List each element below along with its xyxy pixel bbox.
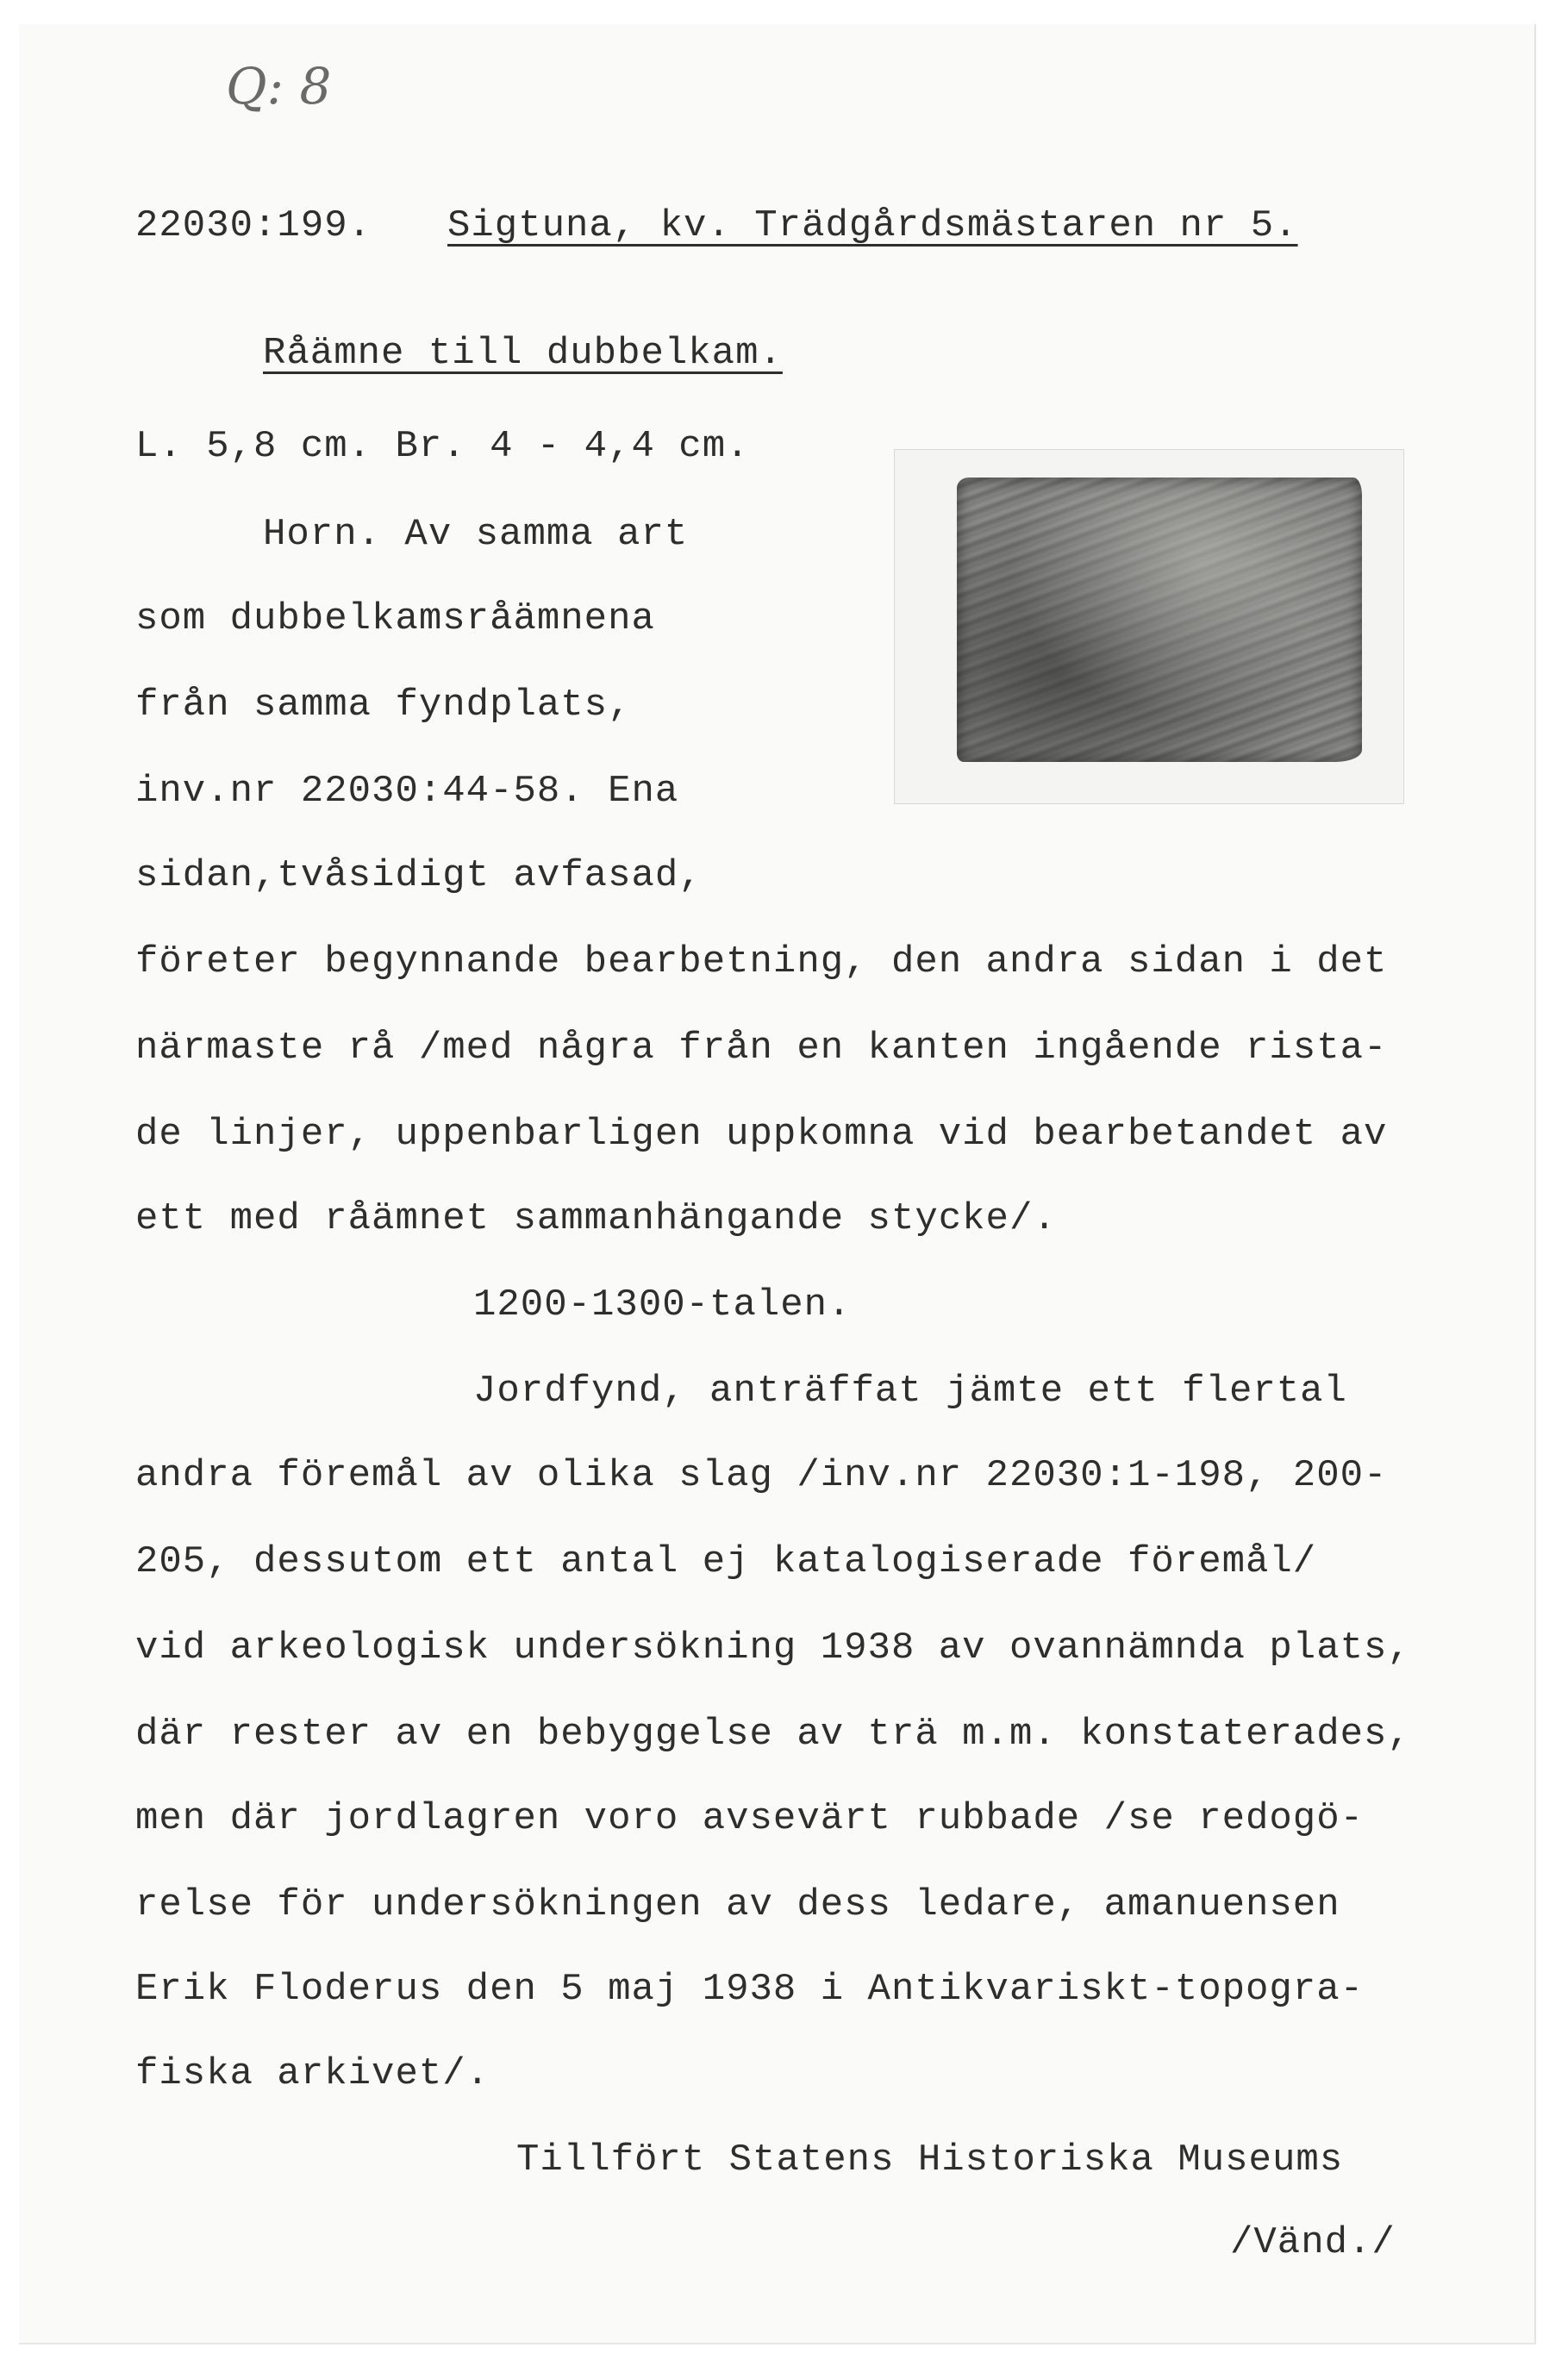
find-line: Erik Floderus den 5 maj 1938 i Antikvariskt-topogra-: [135, 1968, 1365, 2011]
turn-over-note: /Vänd./: [1230, 2221, 1396, 2264]
catalogue-card: [19, 24, 1536, 2344]
horn-blank-image: [957, 478, 1362, 762]
description-line: sidan,tvåsidigt avfasad,: [135, 854, 703, 897]
description-line: de linjer, uppenbarligen uppkomna vid bearbetandet av: [135, 1113, 1388, 1156]
dimensions: L. 5,8 cm. Br. 4 - 4,4 cm.: [135, 425, 750, 468]
description-line: från samma fyndplats,: [135, 684, 632, 727]
description-line: företer begynnande bearbetning, den andra sidan i det: [135, 940, 1388, 983]
description-line: Horn. Av samma art: [263, 513, 689, 556]
description-line: inv.nr 22030:44-58. Ena: [135, 770, 679, 813]
object-photograph: [894, 449, 1404, 804]
find-line: fiska arkivet/.: [135, 2052, 490, 2095]
dating: 1200-1300-talen.: [473, 1283, 852, 1327]
find-line: vid arkeologisk undersökning 1938 av ovannämnda plats,: [135, 1626, 1411, 1670]
find-line: andra föremål av olika slag /inv.nr 22030:1-198, 200-: [135, 1454, 1388, 1497]
find-line: där rester av en bebyggelse av trä m.m. konstaterades,: [135, 1713, 1411, 1756]
inventory-number: 22030:199.: [135, 204, 372, 247]
find-line: Jordfynd, anträffat jämte ett flertal: [473, 1370, 1347, 1413]
find-location: Sigtuna, kv. Trädgårdsmästaren nr 5.: [447, 204, 1298, 247]
acquisition-note: Tillfört Statens Historiska Museums: [516, 2138, 1344, 2182]
archive-mark: Q: 8: [226, 57, 332, 115]
description-line: som dubbelkamsråämnena: [135, 597, 655, 640]
description-line: ett med råämnet sammanhängande stycke/.: [135, 1197, 1057, 1240]
find-line: relse för undersökningen av dess ledare, amanuensen: [135, 1883, 1340, 1926]
find-line: men där jordlagren voro avsevärt rubbade /se redogö-: [135, 1797, 1365, 1840]
description-line: närmaste rå /med några från en kanten ingående rista-: [135, 1027, 1388, 1070]
object-title: Råämne till dubbelkam.: [263, 332, 783, 375]
find-line: 205, dessutom ett antal ej katalogiserade föremål/: [135, 1540, 1317, 1583]
